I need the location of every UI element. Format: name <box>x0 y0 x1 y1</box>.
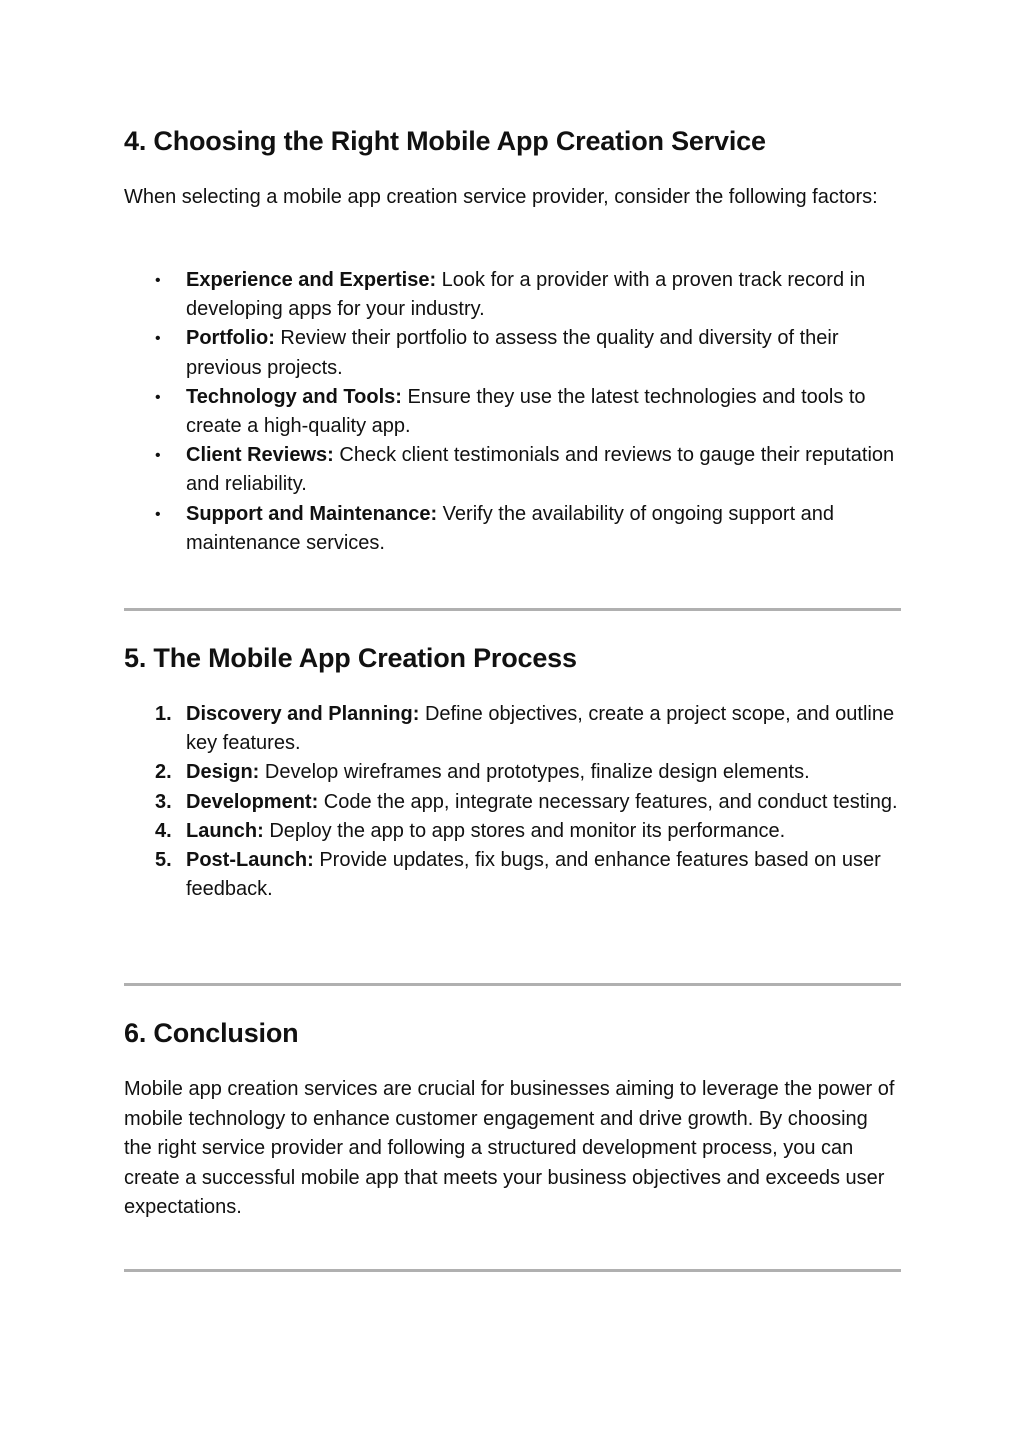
bullet-icon: • <box>155 272 161 289</box>
section-divider <box>124 1269 901 1272</box>
bullet-icon: • <box>155 505 161 523</box>
item-text: Ensure they use the latest technologies and tools to create a high-quality app. <box>186 385 866 438</box>
step-number: 1. <box>155 703 172 725</box>
item-text: Define objectives, create a project scope, and outline key features. <box>186 703 895 755</box>
item-term: Support and Maintenance: <box>186 502 438 525</box>
item-term: Design: <box>186 761 260 784</box>
factors-list <box>124 266 901 558</box>
item-term: Client Reviews: <box>186 444 334 467</box>
process-steps-list <box>124 700 901 904</box>
list-item <box>124 441 901 499</box>
list-item <box>124 324 901 382</box>
bullet-icon: • <box>155 388 161 406</box>
item-term: Experience and Expertise: <box>186 269 437 291</box>
list-item <box>124 266 901 324</box>
section-4-title: 4. Choosing the Right Mobile App Creation Service <box>124 126 766 156</box>
item-term: Post-Launch: <box>186 849 314 872</box>
section-6-title: 6. Conclusion <box>124 1018 299 1048</box>
item-term: Technology and Tools: <box>186 385 402 408</box>
list-item <box>124 500 901 558</box>
list-item <box>124 758 901 787</box>
list-item <box>124 383 901 441</box>
section-divider <box>124 608 901 611</box>
item-term: Portfolio: <box>186 327 275 350</box>
section-divider <box>124 983 901 986</box>
step-number: 2. <box>155 761 172 784</box>
item-text: Deploy the app to app stores and monitor its performance. <box>263 819 786 842</box>
item-term: Development: <box>186 790 319 813</box>
section-4-intro: When selecting a mobile app creation service provider, consider the following factors: <box>124 186 878 208</box>
item-text: Verify the availability of ongoing support and maintenance services. <box>186 502 835 554</box>
item-text: Look for a provider with a proven track record in developing apps for your industry. <box>186 269 866 321</box>
step-number: 5. <box>155 849 172 872</box>
item-text: Review their portfolio to assess the quality and diversity of their previous projects. <box>186 327 839 379</box>
item-term: Discovery and Planning: <box>186 703 420 725</box>
step-number: 4. <box>155 819 172 842</box>
bullet-icon: • <box>155 447 161 465</box>
item-term: Launch: <box>186 819 264 842</box>
list-item <box>124 817 901 846</box>
list-item <box>124 846 901 904</box>
list-item <box>124 788 901 817</box>
section-5-title: 5. The Mobile App Creation Process <box>124 643 577 673</box>
item-text: Provide updates, fix bugs, and enhance features based on user feedback. <box>186 849 881 901</box>
step-number: 3. <box>155 790 172 813</box>
conclusion-body: Mobile app creation services are crucial for businesses aiming to leverage the power of mobile technology to enhance customer engagement and drive growth. By choosing the right service provider and following a structured development process, you can create a successful mobile app that meets your business objectives and exceeds user expectations. <box>124 1078 895 1218</box>
bullet-icon: • <box>155 330 161 348</box>
item-text: Check client testimonials and reviews to gauge their reputation and reliability. <box>186 444 895 496</box>
list-item <box>124 700 901 758</box>
item-text: Develop wireframes and prototypes, finalize design elements. <box>259 761 810 784</box>
item-text: Code the app, integrate necessary features, and conduct testing. <box>318 790 898 813</box>
